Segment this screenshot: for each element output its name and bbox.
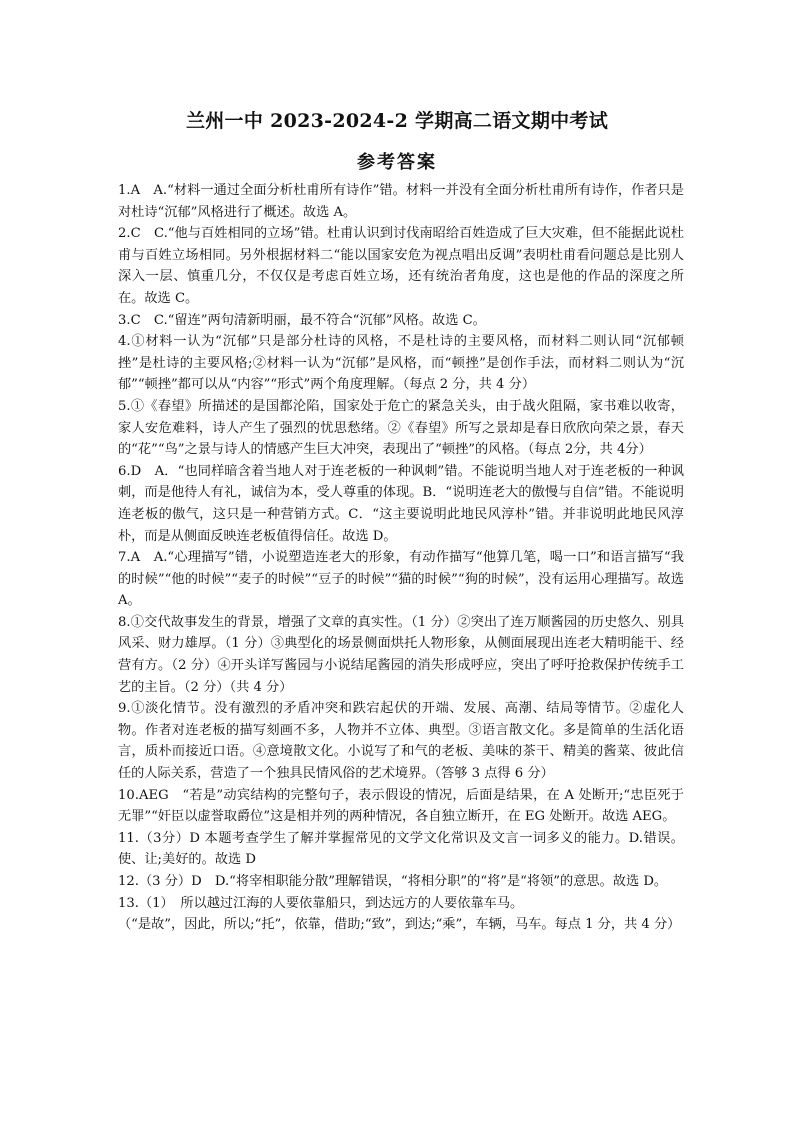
answer-list [118,180,684,936]
answer-item-2: 2.C C.“他与百姓相同的立场”错。杜甫认识到讨伐南昭给百姓造成了巨大灾难，但不能据此说杜甫与百姓立场相同。另外根据材料二“能以国家安危为视点唱出反调”表明杜甫看问题总是比别人深入一层、慎重几分，不仅仅是考虑百姓立场，还有统治者角度，这也是他的作品的深度之所在。故选 C。 [118,226,684,306]
answer-item-10: 10.AEG “若是”动宾结构的完整句子，表示假设的情况，后面是结果，在 A 处断开;“忠臣死于无罪”“奸臣以虚誉取爵位”这是相并列的两种情况，各自独立断开，在 EG 处断开。故选 AEG。 [118,787,684,825]
answer-item-13: 13.（1） 所以越过江海的人要依靠船只，到达远方的人要依靠车马。 [118,895,524,911]
document-title: 兰州一中 2023-2024-2 学期高二语文期中考试 [185,110,609,132]
answer-item-7: 7.A A.“心理描写”错，小说塑造连老大的形象，有动作描写“他算几笔，喝一口”和语言描写“我的时候”“他的时候”“麦子的时候”“豆子的时候”“猫的时候”“狗的时候”，没有运用心理描写。故选 A。 [118,550,684,609]
answer-item-3: 3.C C.“留连”两句清新明丽，最不符合“沉郁”风格。故选 C。 [118,312,486,328]
answer-item-6: 6.D A．“也同样暗含着当地人对于连老板的一种讽刺”错。不能说明当地人对于连老板的一种讽刺，而是他待人有礼，诚信为本，受人尊重的体现。B．“说明连老大的傲慢与自信”错。不能说明连老板的傲气，这只是一种营销方式。C．“这主要说明此地民风淳朴”错。并非说明此地民风淳朴，而是从侧面反映连老板值得信任。故选 D。 [118,463,684,544]
answer-item-11: 11.（3分）D 本题考查学生了解并掌握常见的文学文化常识及文言一词多义的能力。D.错误。使、让;美好的。故选 D [118,830,684,868]
answer-item-4: 4.①材料一认为“沉郁”只是部分杜诗的风格，不是杜诗的主要风格，而材料二则认同“沉郁顿挫”是杜诗的主要风格;②材料一认为“沉郁”是风格，而“顿挫”是创作手法，而材料二则认为“沉郁”“顿挫”都可以从“内容”“形式”两个角度理解。（每点 2 分，共 4 分） [118,334,685,393]
answer-item-5: 5.①《春望》所描述的是国都沦陷，国家处于危亡的紧急关头，由于战火阻隔，家书难以收寄，家人安危难料，诗人产生了强烈的忧思愁绪。②《春望》所写之景却是春日欣欣向荣之景，春天的“花”“鸟”之景与诗人的情感产生巨大冲突，表现出了“顿挫”的风格。（每点 2分，共 4分） [118,398,684,458]
document-subtitle: 参考答案 [357,152,437,173]
answer-item-8: 8.①交代故事发生的背景，增强了文章的真实性。（1 分）②突出了连万顺酱园的历史悠久、别具风采、财力雄厚。（1 分）③典型化的场景侧面烘托人物形象，从侧面展现出连老大精明能干、经营有方。（2 分）④开头详写酱园与小说结尾酱园的消失形成呼应，突出了呼吁抢救保护传统手工艺的主旨。（2 分）（共 4 分） [118,614,684,695]
answer-item-1: 1.A A.“材料一通过全面分析杜甫所有诗作”错。材料一并没有全面分析杜甫所有诗作，作者只是对杜诗“沉郁”风格进行了概述。故选 A。 [118,183,684,220]
answer-item-9: 9.①淡化情节。没有激烈的矛盾冲突和跌宕起伏的开端、发展、高潮、结局等情节。②虚化人物。作者对连老板的描写刻画不多，人物并不立体、典型。③语言散文化。多是简单的生活化语言，质朴而接近口语。④意境散文化。小说写了和气的老板、美味的茶干、精美的酱菜、彼此信任的人际关系，营造了一个独具民情风俗的艺术境界。（答够 3 点得 6 分） [118,701,684,782]
answer-item-13-note: （“是故”，因此，所以;“托”，依靠，借助;“致”，到达;“乘”，车辆，马车。每点 1 分，共 4 分） [118,917,681,933]
answer-item-12: 12.（3 分）D D.“将宰相职能分散”理解错误，“将相分职”的“将”是“将领”的意思。故选 D。 [118,874,668,889]
